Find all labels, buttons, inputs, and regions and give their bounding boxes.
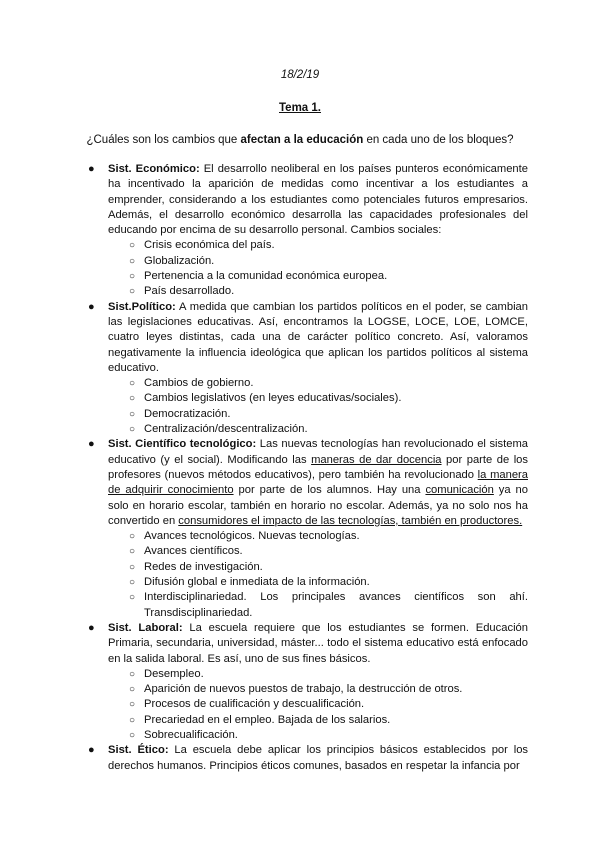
section-laboral-text [108, 621, 528, 667]
section-etico [88, 743, 529, 774]
circle-bullet-icon: ○ [129, 561, 136, 573]
section-cientifico-body-4: ya no solo en horario escolar, también en horario no escolar. Además, ya no solo nos ha convertido en [108, 484, 528, 527]
list-item-text: Interdisciplinariedad. Los principales avances científicos son ahí. Transdisciplinariedad. [144, 591, 528, 619]
document-body [88, 162, 529, 774]
list-item [129, 682, 528, 697]
circle-bullet-icon: ○ [129, 714, 136, 726]
section-economico-body: El desarrollo neoliberal en los países punteros económicamente ha incentivado la aparición de medidas como incentivar a los estudiantes a emprender, considerando a los estudiantes como potenciales futuros empresarios. Además, el desarrollo económico desarrolla las capacidades profesionales del educando por encima de su desarrollo personal. Cambios sociales: [108, 163, 528, 237]
bullet-icon: ● [88, 300, 95, 313]
bullet-icon: ● [88, 163, 95, 175]
circle-bullet-icon: ○ [129, 592, 136, 604]
circle-bullet-icon: ○ [129, 240, 136, 252]
circle-bullet-icon: ○ [129, 531, 136, 543]
underlined-phrase: la manera de adquirir conocimiento [108, 468, 528, 497]
circle-bullet-icon: ○ [129, 271, 136, 283]
list-item-text: Avances tecnológicos. Nuevas tecnologías. [144, 530, 360, 543]
list-item [129, 407, 528, 422]
section-cientifico-text [108, 437, 528, 529]
list-item [129, 529, 528, 544]
question-bold: afectan a la educación [240, 134, 364, 146]
list-item [129, 422, 528, 437]
document-date: 18/2/19 [280, 69, 320, 81]
list-item [129, 284, 528, 299]
circle-bullet-icon: ○ [129, 393, 136, 405]
list-item [129, 667, 528, 682]
list-item-text: Pertenencia a la comunidad económica europea. [144, 270, 388, 283]
list-item-text: Difusión global e inmediata de la información. [144, 576, 370, 589]
list-item [129, 238, 528, 253]
document-title: Tema 1. [279, 102, 321, 114]
list-item [129, 391, 528, 406]
circle-bullet-icon: ○ [129, 729, 136, 741]
section-economico-list [108, 238, 528, 299]
section-laboral-body: La escuela requiere que los estudiantes se formen. Educación Primaria, secundaria, universidad, máster... todo el sistema educativo está enfocado en la salida laboral. Es así, uno de sus fines básicos. [108, 621, 528, 665]
list-item-text: Desempleo. [144, 667, 204, 680]
section-economico-heading: Sist. Económico: [108, 163, 200, 175]
section-cientifico-heading: Sist. Científico tecnológico: [108, 438, 257, 451]
section-politico-heading: Sist.Político: [108, 300, 176, 313]
list-item-text: Procesos de cualificación y descualificación. [144, 698, 365, 711]
question-pre: ¿Cuáles son los cambios que [86, 134, 241, 146]
section-laboral [88, 621, 528, 743]
bullet-icon: ● [88, 621, 95, 634]
list-item-text: Avances científicos. [144, 545, 243, 558]
list-item [129, 575, 528, 590]
section-laboral-list [108, 667, 528, 743]
circle-bullet-icon: ○ [129, 684, 136, 696]
circle-bullet-icon: ○ [129, 424, 136, 436]
list-item-text: Redes de investigación. [144, 560, 263, 573]
section-cientifico [88, 437, 529, 621]
list-item [129, 254, 528, 269]
list-item [129, 713, 528, 728]
section-politico-body: A medida que cambian los partidos políticos en el poder, se cambian las legislaciones educativas. Así, encontramos la LOGSE, LOCE, LOE, LOMCE, cuatro leyes distintas, cada una de carácter político concreto. Así, valoramos negativamente la influencia ideológica que aplican los partidos políticos al sistema educativo. [108, 300, 528, 374]
list-item [129, 728, 528, 743]
section-etico-text [108, 743, 528, 774]
list-item-text: Sobrecualificación. [144, 728, 238, 741]
list-item-text: Cambios de gobierno. [144, 377, 254, 390]
section-politico-text [108, 300, 528, 376]
circle-bullet-icon: ○ [129, 577, 136, 589]
section-economico-text [108, 162, 528, 238]
list-item-text: Precariedad en el empleo. Bajada de los salarios. [144, 713, 391, 726]
section-laboral-heading: Sist. Laboral: [108, 621, 183, 634]
bullet-icon: ● [88, 438, 95, 451]
list-item-text: País desarrollado. [144, 285, 235, 298]
section-etico-body: La escuela debe aplicar los principios básicos establecidos por los derechos humanos. Principios éticos comunes, basados en respetar la infancia por [108, 744, 529, 772]
circle-bullet-icon: ○ [129, 668, 136, 680]
section-cientifico-body-2: por parte de los profesores (nuevos métodos educativos), pero también ha revolucionado [108, 453, 528, 481]
section-politico [88, 300, 528, 438]
circle-bullet-icon: ○ [129, 286, 136, 298]
circle-bullet-icon: ○ [129, 546, 136, 558]
list-item [129, 376, 528, 391]
list-item-text: Crisis económica del país. [144, 239, 275, 252]
question-post: en cada uno de los bloques? [363, 134, 514, 146]
section-cientifico-body-1: Las nuevas tecnologías han revolucionado el sistema educativo (y el social). Modificando las [108, 438, 529, 466]
list-item-text: Aparición de nuevos puestos de trabajo, la destrucción de otros. [144, 683, 463, 696]
list-item [129, 560, 528, 575]
section-economico [88, 162, 528, 300]
section-etico-heading: Sist. Ético: [108, 744, 169, 757]
document-question [0, 134, 600, 146]
list-item-text: Cambios legislativos (en leyes educativas/sociales). [144, 392, 402, 405]
section-politico-list [108, 376, 528, 437]
list-item [129, 269, 528, 284]
list-item-text: Democratización. [144, 407, 231, 420]
list-item [129, 544, 528, 559]
circle-bullet-icon: ○ [129, 408, 136, 420]
list-item-text: Centralización/descentralización. [144, 423, 308, 436]
list-item [129, 697, 528, 712]
list-item [129, 590, 528, 621]
section-cientifico-list [108, 529, 528, 621]
circle-bullet-icon: ○ [129, 699, 136, 711]
underlined-phrase: consumidores el impacto de las tecnologías, también en productores. [178, 514, 523, 527]
list-item-text: Globalización. [144, 254, 215, 267]
underlined-phrase: comunicación [425, 484, 494, 497]
bullet-icon: ● [88, 744, 95, 757]
circle-bullet-icon: ○ [129, 255, 136, 267]
underlined-phrase: maneras de dar docencia [311, 453, 442, 466]
circle-bullet-icon: ○ [129, 378, 136, 390]
section-cientifico-body-3: por parte de los alumnos. Hay una [233, 484, 426, 497]
